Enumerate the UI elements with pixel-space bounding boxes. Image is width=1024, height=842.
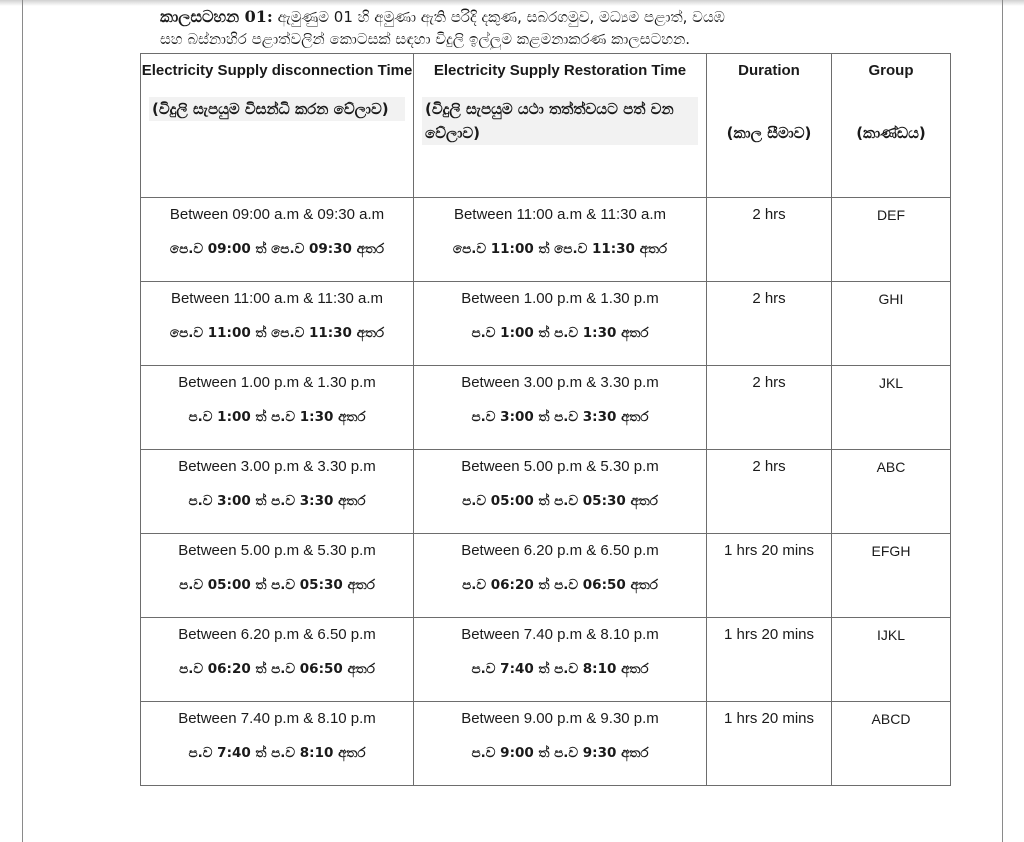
cell-restoration	[414, 366, 707, 450]
cell-disconnection	[141, 282, 414, 366]
cell-duration-value: 2 hrs	[752, 458, 786, 475]
cell-restoration	[414, 534, 707, 618]
cell-disconnection	[141, 618, 414, 702]
cell-restoration-si: ප.ව 06:20 ත් ප.ව 06:50 අතර	[462, 577, 658, 593]
cell-group-value: IJKL	[876, 627, 905, 643]
cell-restoration-si: ප.ව 7:40 ත් ප.ව 8:10 අතර	[471, 661, 649, 677]
page-right-edge	[1002, 0, 1003, 842]
cell-duration	[707, 702, 832, 786]
cell-disconnection	[141, 534, 414, 618]
cell-group	[832, 282, 951, 366]
header-restoration-en: Electricity Supply Restoration Time	[433, 62, 687, 79]
caption-line-1	[160, 6, 900, 28]
cell-restoration-en: Between 6.20 p.m & 6.50 p.m	[461, 542, 659, 559]
cell-group-value: DEF	[877, 207, 905, 223]
cell-duration-value: 1 hrs 20 mins	[723, 710, 815, 727]
cell-disconnection-en: Between 7.40 p.m & 8.10 p.m	[178, 710, 376, 727]
cell-restoration	[414, 282, 707, 366]
cell-restoration-si: ප.ව 05:00 ත් ප.ව 05:30 අතර	[462, 493, 658, 509]
cell-disconnection	[141, 702, 414, 786]
cell-group-value: EFGH	[871, 543, 911, 559]
cell-duration-value: 2 hrs	[752, 374, 786, 391]
page-left-edge	[22, 0, 23, 842]
cell-disconnection-si: පෙ.ව 11:00 ත් පෙ.ව 11:30 අතර	[169, 325, 385, 341]
cell-group	[832, 534, 951, 618]
header-disconnection-time	[141, 54, 414, 198]
cell-restoration-en: Between 9.00 p.m & 9.30 p.m	[461, 710, 659, 727]
header-restoration-time	[414, 54, 707, 198]
cell-group	[832, 702, 951, 786]
cell-restoration-en: Between 5.00 p.m & 5.30 p.m	[461, 458, 659, 475]
cell-group	[832, 450, 951, 534]
cell-group	[832, 198, 951, 282]
cell-group-value: ABC	[876, 459, 906, 475]
cell-restoration-en: Between 11:00 a.m & 11:30 a.m	[453, 206, 667, 223]
cell-duration-value: 1 hrs 20 mins	[723, 542, 815, 559]
cell-disconnection-si: ප.ව 05:00 ත් ප.ව 05:30 අතර	[179, 577, 375, 593]
cell-duration	[707, 450, 832, 534]
header-disconnection-en: Electricity Supply disconnection Time	[141, 62, 413, 79]
cell-disconnection-si: ප.ව 3:00 ත් ප.ව 3:30 අතර	[188, 493, 366, 509]
cell-disconnection-si: පෙ.ව 09:00 ත් පෙ.ව 09:30 අතර	[169, 241, 385, 257]
header-duration-si: (කාල සීමාව)	[726, 124, 812, 142]
cell-duration	[707, 534, 832, 618]
cell-restoration-si: පෙ.ව 11:00 ත් පෙ.ව 11:30 අතර	[452, 241, 668, 257]
cell-disconnection-si: ප.ව 06:20 ත් ප.ව 06:50 අතර	[179, 661, 375, 677]
cell-duration-value: 2 hrs	[752, 206, 786, 223]
cell-group-value: ABCD	[871, 711, 911, 727]
cell-restoration	[414, 618, 707, 702]
cell-duration	[707, 366, 832, 450]
cell-disconnection-si: ප.ව 7:40 ත් ප.ව 8:10 අතර	[188, 745, 366, 761]
cell-disconnection-en: Between 3.00 p.m & 3.30 p.m	[178, 458, 376, 475]
table-row	[141, 366, 951, 450]
caption-line-2: සහ බස්නාහිර පළාත්වලින් කොටසක් සඳහා විදුලි ඉල්ලුම කළමනාකරණ කාලසටහන.	[160, 30, 691, 48]
header-duration	[707, 54, 832, 198]
cell-restoration	[414, 702, 707, 786]
cell-restoration-si: ප.ව 1:00 ත් ප.ව 1:30 අතර	[471, 325, 649, 341]
cell-duration	[707, 198, 832, 282]
cell-group	[832, 366, 951, 450]
cell-disconnection	[141, 450, 414, 534]
cell-duration-value: 2 hrs	[752, 290, 786, 307]
cell-disconnection-en: Between 1.00 p.m & 1.30 p.m	[178, 374, 376, 391]
cell-disconnection-en: Between 6.20 p.m & 6.50 p.m	[178, 626, 376, 643]
cell-disconnection-en: Between 11:00 a.m & 11:30 a.m	[170, 290, 384, 307]
cell-duration	[707, 618, 832, 702]
cell-group-value: JKL	[878, 375, 904, 391]
cell-disconnection-en: Between 5.00 p.m & 5.30 p.m	[178, 542, 376, 559]
cell-restoration-en: Between 3.00 p.m & 3.30 p.m	[461, 374, 659, 391]
table-header-row	[141, 54, 951, 198]
schedule-caption	[160, 6, 900, 50]
cell-disconnection-si: ප.ව 1:00 ත් ප.ව 1:30 අතර	[188, 409, 366, 425]
header-group-si: (කාණ්ඩය)	[856, 124, 926, 142]
cell-group	[832, 618, 951, 702]
cell-restoration-en: Between 7.40 p.m & 8.10 p.m	[461, 626, 659, 643]
header-group	[832, 54, 951, 198]
header-group-en: Group	[868, 62, 914, 79]
table-row	[141, 534, 951, 618]
cell-restoration	[414, 450, 707, 534]
cell-restoration	[414, 198, 707, 282]
table-row	[141, 450, 951, 534]
caption-line-1-text: ඇමුණුම 01 හි අමුණා ඇති පරිදි දකුණ, සබරගමුව, මධ්‍යම පළාත්, වයඹ	[272, 8, 725, 26]
header-restoration-si: (විදුලි සැපයුම යථා තත්ත්වයට පත් වන වේලාව)	[422, 97, 698, 145]
schedule-table	[140, 53, 951, 786]
cell-duration-value: 1 hrs 20 mins	[723, 626, 815, 643]
caption-lead: කාලසටහන 01:	[160, 7, 273, 26]
table-row	[141, 282, 951, 366]
cell-restoration-en: Between 1.00 p.m & 1.30 p.m	[461, 290, 659, 307]
cell-restoration-si: ප.ව 3:00 ත් ප.ව 3:30 අතර	[471, 409, 649, 425]
cell-disconnection	[141, 198, 414, 282]
cell-duration	[707, 282, 832, 366]
table-row	[141, 702, 951, 786]
cell-restoration-si: ප.ව 9:00 ත් ප.ව 9:30 අතර	[471, 745, 649, 761]
cell-disconnection	[141, 366, 414, 450]
table-row	[141, 618, 951, 702]
header-duration-en: Duration	[738, 62, 800, 79]
cell-disconnection-en: Between 09:00 a.m & 09:30 a.m	[169, 206, 385, 223]
table-row	[141, 198, 951, 282]
cell-group-value: GHI	[878, 291, 904, 307]
header-disconnection-si: (විදුලි සැපයුම විසන්ධි කරන වේලාව)	[149, 97, 405, 121]
